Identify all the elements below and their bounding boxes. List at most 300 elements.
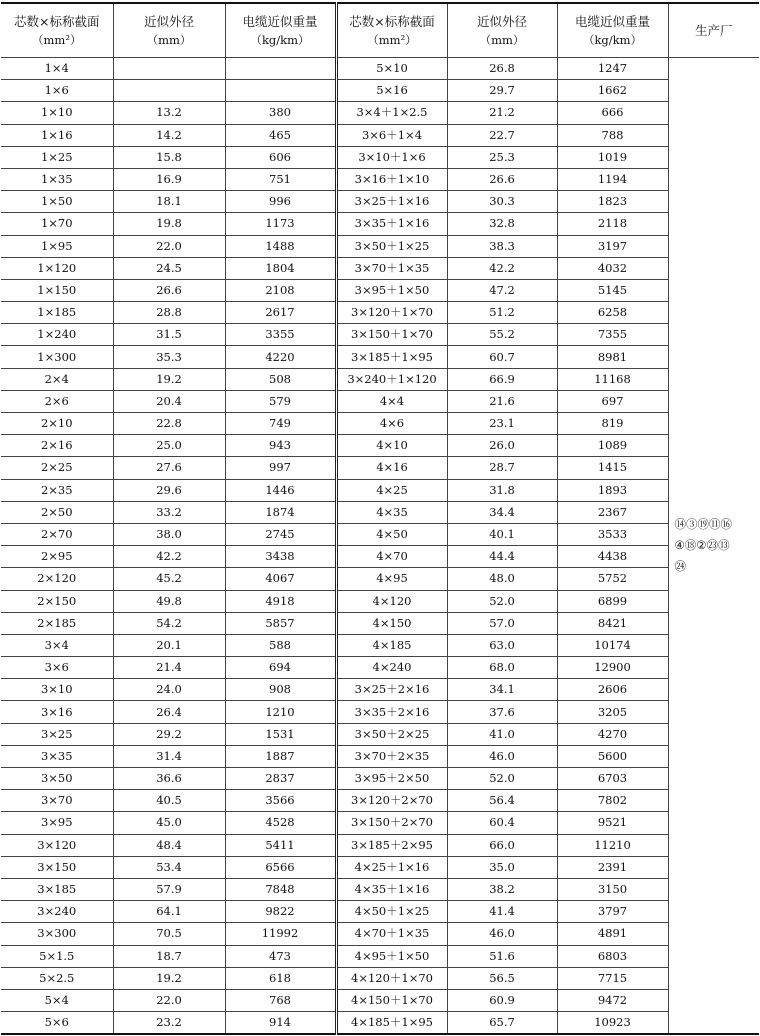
left-spec-cell: 1×95: [1, 235, 113, 257]
left-weight-cell: 694: [225, 657, 336, 679]
right-diameter-cell: 34.4: [447, 501, 557, 523]
right-diameter-cell: 66.9: [447, 368, 557, 390]
right-spec-cell: 4×185＋1×95: [336, 1012, 447, 1035]
table-row: [1, 546, 759, 568]
right-diameter-cell: 68.0: [447, 657, 557, 679]
right-weight-cell: 5752: [557, 568, 668, 590]
right-spec-cell: 4×10: [336, 435, 447, 457]
right-weight-cell: 788: [557, 124, 668, 146]
table-row: [1, 324, 759, 346]
left-diameter-cell: 15.8: [113, 146, 225, 168]
left-weight-cell: 2617: [225, 302, 336, 324]
table-row: [1, 435, 759, 457]
left-diameter-cell: 45.2: [113, 568, 225, 590]
table-row: [1, 679, 759, 701]
header-diameter-unit: （mm）: [146, 32, 192, 47]
left-weight-cell: 4528: [225, 812, 336, 834]
left-weight-cell: 3566: [225, 790, 336, 812]
left-spec-cell: 1×70: [1, 213, 113, 235]
right-diameter-cell: 60.7: [447, 346, 557, 368]
table-row: [1, 901, 759, 923]
left-spec-cell: 1×16: [1, 124, 113, 146]
right-weight-cell: 666: [557, 102, 668, 124]
right-diameter-cell: 56.4: [447, 790, 557, 812]
right-weight-cell: 4270: [557, 723, 668, 745]
table-row: [1, 878, 759, 900]
left-weight-cell: 768: [225, 989, 336, 1011]
left-spec-cell: 2×35: [1, 479, 113, 501]
right-diameter-cell: 38.2: [447, 878, 557, 900]
right-spec-cell: 4×240: [336, 657, 447, 679]
left-spec-cell: 2×25: [1, 457, 113, 479]
right-spec-cell: 4×16: [336, 457, 447, 479]
right-diameter-cell: 30.3: [447, 191, 557, 213]
right-spec-cell: 3×35＋2×16: [336, 701, 447, 723]
left-weight-cell: 606: [225, 146, 336, 168]
header-diameter-label: 近似外径: [143, 13, 194, 29]
header-weight-label: 电缆近似重量: [242, 13, 318, 29]
right-weight-cell: 7715: [557, 967, 668, 989]
left-diameter-cell: 26.6: [113, 279, 225, 301]
left-weight-cell: [225, 80, 336, 102]
header-spec-unit: （mm²）: [367, 32, 417, 47]
left-diameter-cell: 31.4: [113, 745, 225, 767]
right-weight-cell: 6258: [557, 302, 668, 324]
table-row: [1, 790, 759, 812]
right-diameter-cell: 32.8: [447, 213, 557, 235]
right-diameter-cell: 57.0: [447, 612, 557, 634]
right-spec-cell: 4×150＋1×70: [336, 989, 447, 1011]
left-weight-cell: 1804: [225, 257, 336, 279]
left-spec-cell: 3×6: [1, 657, 113, 679]
right-diameter-cell: 38.3: [447, 235, 557, 257]
header-spec-unit: （mm²）: [32, 32, 82, 47]
left-weight-cell: 2745: [225, 523, 336, 545]
right-spec-cell: 3×4＋1×2.5: [336, 102, 447, 124]
left-weight-cell: 1173: [225, 213, 336, 235]
left-weight-cell: 5857: [225, 612, 336, 634]
left-diameter-cell: 48.4: [113, 834, 225, 856]
right-weight-cell: 1019: [557, 146, 668, 168]
right-spec-cell: 3×120＋1×70: [336, 302, 447, 324]
right-diameter-cell: 60.4: [447, 812, 557, 834]
right-spec-cell: 4×25: [336, 479, 447, 501]
left-diameter-cell: 27.6: [113, 457, 225, 479]
left-spec-cell: 2×150: [1, 590, 113, 612]
left-weight-cell: 11992: [225, 923, 336, 945]
left-weight-cell: 1210: [225, 701, 336, 723]
right-diameter-cell: 25.3: [447, 146, 557, 168]
right-spec-cell: 3×50＋2×25: [336, 723, 447, 745]
left-spec-cell: 5×6: [1, 1012, 113, 1035]
left-spec-cell: 3×4: [1, 634, 113, 656]
left-diameter-cell: 64.1: [113, 901, 225, 923]
left-spec-cell: 1×185: [1, 302, 113, 324]
right-diameter-cell: 56.5: [447, 967, 557, 989]
left-diameter-cell: 24.5: [113, 257, 225, 279]
left-weight-cell: 3355: [225, 324, 336, 346]
left-diameter-cell: 54.2: [113, 612, 225, 634]
right-spec-cell: 4×35＋1×16: [336, 878, 447, 900]
right-diameter-cell: 47.2: [447, 279, 557, 301]
left-weight-cell: 751: [225, 168, 336, 190]
left-diameter-cell: 40.5: [113, 790, 225, 812]
table-row: [1, 1012, 759, 1035]
right-weight-cell: 3150: [557, 878, 668, 900]
right-spec-cell: 3×95＋1×50: [336, 279, 447, 301]
left-diameter-cell: 45.0: [113, 812, 225, 834]
right-weight-cell: 10174: [557, 634, 668, 656]
right-diameter-cell: 63.0: [447, 634, 557, 656]
left-diameter-cell: 19.2: [113, 967, 225, 989]
right-spec-cell: 3×10＋1×6: [336, 146, 447, 168]
right-spec-cell: 3×50＋1×25: [336, 235, 447, 257]
table-row: [1, 346, 759, 368]
right-spec-cell: 3×16＋1×10: [336, 168, 447, 190]
left-diameter-cell: 14.2: [113, 124, 225, 146]
table-row: [1, 745, 759, 767]
table-row: [1, 657, 759, 679]
right-weight-cell: 4891: [557, 923, 668, 945]
table-row: [1, 368, 759, 390]
right-weight-cell: 3205: [557, 701, 668, 723]
left-diameter-cell: 38.0: [113, 523, 225, 545]
left-weight-cell: 908: [225, 679, 336, 701]
header-spec-label: 芯数×标称截面: [349, 13, 435, 29]
left-spec-cell: 1×150: [1, 279, 113, 301]
right-spec-cell: 4×120＋1×70: [336, 967, 447, 989]
header-spec-right: [336, 3, 447, 58]
right-weight-cell: 5145: [557, 279, 668, 301]
table-row: [1, 302, 759, 324]
left-spec-cell: 1×300: [1, 346, 113, 368]
left-weight-cell: 1874: [225, 501, 336, 523]
header-spec-label: 芯数×标称截面: [14, 13, 100, 29]
left-diameter-cell: 31.5: [113, 324, 225, 346]
right-weight-cell: 3197: [557, 235, 668, 257]
right-weight-cell: 7355: [557, 324, 668, 346]
right-diameter-cell: 51.6: [447, 945, 557, 967]
right-diameter-cell: 60.9: [447, 989, 557, 1011]
left-weight-cell: 996: [225, 191, 336, 213]
left-spec-cell: 5×4: [1, 989, 113, 1011]
right-diameter-cell: 44.4: [447, 546, 557, 568]
table-row: [1, 812, 759, 834]
left-diameter-cell: 16.9: [113, 168, 225, 190]
left-weight-cell: 997: [225, 457, 336, 479]
table-row: [1, 279, 759, 301]
right-weight-cell: 1194: [557, 168, 668, 190]
right-spec-cell: 3×70＋2×35: [336, 745, 447, 767]
right-spec-cell: 4×95: [336, 568, 447, 590]
table-row: [1, 856, 759, 878]
left-weight-cell: 2837: [225, 768, 336, 790]
right-weight-cell: 1089: [557, 435, 668, 457]
left-weight-cell: 7848: [225, 878, 336, 900]
left-spec-cell: 3×300: [1, 923, 113, 945]
left-diameter-cell: 42.2: [113, 546, 225, 568]
right-weight-cell: 9521: [557, 812, 668, 834]
right-weight-cell: 6899: [557, 590, 668, 612]
manufacturer-codes-cell: [668, 58, 759, 1035]
left-diameter-cell: 21.4: [113, 657, 225, 679]
right-diameter-cell: 37.6: [447, 701, 557, 723]
left-diameter-cell: 13.2: [113, 102, 225, 124]
left-diameter-cell: 22.0: [113, 235, 225, 257]
right-weight-cell: 1247: [557, 58, 668, 80]
left-diameter-cell: 57.9: [113, 878, 225, 900]
left-diameter-cell: 20.4: [113, 390, 225, 412]
left-weight-cell: 9822: [225, 901, 336, 923]
left-weight-cell: 380: [225, 102, 336, 124]
table-row: [1, 235, 759, 257]
right-weight-cell: 7802: [557, 790, 668, 812]
header-diameter-unit: （mm）: [479, 32, 525, 47]
left-diameter-cell: 18.1: [113, 191, 225, 213]
left-diameter-cell: 22.8: [113, 413, 225, 435]
left-weight-cell: 4067: [225, 568, 336, 590]
left-diameter-cell: 20.1: [113, 634, 225, 656]
left-spec-cell: 1×10: [1, 102, 113, 124]
right-weight-cell: 2391: [557, 856, 668, 878]
left-diameter-cell: 18.7: [113, 945, 225, 967]
right-diameter-cell: 51.2: [447, 302, 557, 324]
left-spec-cell: 2×95: [1, 546, 113, 568]
right-diameter-cell: 41.0: [447, 723, 557, 745]
right-diameter-cell: 31.8: [447, 479, 557, 501]
right-spec-cell: 3×240＋1×120: [336, 368, 447, 390]
left-spec-cell: 5×1.5: [1, 945, 113, 967]
header-diameter-right: [447, 3, 557, 58]
right-spec-cell: 4×150: [336, 612, 447, 634]
right-spec-cell: 4×4: [336, 390, 447, 412]
right-diameter-cell: 40.1: [447, 523, 557, 545]
right-spec-cell: 4×35: [336, 501, 447, 523]
left-spec-cell: 3×185: [1, 878, 113, 900]
table-row: [1, 590, 759, 612]
left-spec-cell: 5×2.5: [1, 967, 113, 989]
right-diameter-cell: 26.8: [447, 58, 557, 80]
manufacturer-codes-line: ㉔: [674, 559, 686, 574]
left-diameter-cell: 33.2: [113, 501, 225, 523]
left-spec-cell: 1×120: [1, 257, 113, 279]
left-diameter-cell: [113, 80, 225, 102]
right-spec-cell: 5×10: [336, 58, 447, 80]
header-weight-left: [225, 3, 336, 58]
right-weight-cell: 3797: [557, 901, 668, 923]
right-spec-cell: 3×185＋2×95: [336, 834, 447, 856]
table-row: [1, 612, 759, 634]
right-diameter-cell: 26.6: [447, 168, 557, 190]
right-weight-cell: 8981: [557, 346, 668, 368]
left-weight-cell: 6566: [225, 856, 336, 878]
right-spec-cell: 3×150＋2×70: [336, 812, 447, 834]
table-row: [1, 479, 759, 501]
left-spec-cell: 3×50: [1, 768, 113, 790]
left-weight-cell: 473: [225, 945, 336, 967]
left-weight-cell: 749: [225, 413, 336, 435]
left-weight-cell: 4220: [225, 346, 336, 368]
right-diameter-cell: 48.0: [447, 568, 557, 590]
right-weight-cell: 5600: [557, 745, 668, 767]
right-diameter-cell: 55.2: [447, 324, 557, 346]
left-weight-cell: [225, 58, 336, 80]
right-diameter-cell: 22.7: [447, 124, 557, 146]
left-spec-cell: 3×16: [1, 701, 113, 723]
left-diameter-cell: 22.0: [113, 989, 225, 1011]
left-spec-cell: 3×10: [1, 679, 113, 701]
right-weight-cell: 2118: [557, 213, 668, 235]
header-weight-right: [557, 3, 668, 58]
table-row: [1, 457, 759, 479]
table-row: [1, 213, 759, 235]
right-spec-cell: 4×25＋1×16: [336, 856, 447, 878]
right-spec-cell: 3×35＋1×16: [336, 213, 447, 235]
right-diameter-cell: 28.7: [447, 457, 557, 479]
right-weight-cell: 10923: [557, 1012, 668, 1035]
left-diameter-cell: 26.4: [113, 701, 225, 723]
left-weight-cell: 914: [225, 1012, 336, 1035]
manufacturer-codes-line: ⑭③⑲⑪⑯: [674, 517, 732, 532]
table-row: [1, 834, 759, 856]
right-diameter-cell: 29.7: [447, 80, 557, 102]
header-diameter-left: [113, 3, 225, 58]
left-spec-cell: 2×6: [1, 390, 113, 412]
right-spec-cell: 4×6: [336, 413, 447, 435]
right-diameter-cell: 46.0: [447, 923, 557, 945]
left-weight-cell: 579: [225, 390, 336, 412]
left-diameter-cell: 35.3: [113, 346, 225, 368]
table-row: [1, 768, 759, 790]
left-weight-cell: 508: [225, 368, 336, 390]
right-diameter-cell: 65.7: [447, 1012, 557, 1035]
right-diameter-cell: 52.0: [447, 768, 557, 790]
left-diameter-cell: [113, 58, 225, 80]
right-weight-cell: 1823: [557, 191, 668, 213]
table-row: [1, 723, 759, 745]
table-row: [1, 191, 759, 213]
right-diameter-cell: 21.6: [447, 390, 557, 412]
left-spec-cell: 2×70: [1, 523, 113, 545]
right-diameter-cell: 21.2: [447, 102, 557, 124]
header-diameter-label: 近似外径: [476, 13, 527, 29]
right-diameter-cell: 34.1: [447, 679, 557, 701]
left-diameter-cell: 53.4: [113, 856, 225, 878]
left-diameter-cell: 28.8: [113, 302, 225, 324]
right-spec-cell: 4×120: [336, 590, 447, 612]
table-row: [1, 989, 759, 1011]
right-diameter-cell: 66.0: [447, 834, 557, 856]
left-diameter-cell: 49.8: [113, 590, 225, 612]
header-weight-unit: （kg/km）: [582, 32, 643, 47]
left-weight-cell: 3438: [225, 546, 336, 568]
left-weight-cell: 618: [225, 967, 336, 989]
left-spec-cell: 1×240: [1, 324, 113, 346]
left-weight-cell: 1446: [225, 479, 336, 501]
right-weight-cell: 6803: [557, 945, 668, 967]
cable-spec-table: [1, 2, 759, 1035]
left-spec-cell: 1×50: [1, 191, 113, 213]
right-spec-cell: 3×70＋1×35: [336, 257, 447, 279]
left-spec-cell: 2×10: [1, 413, 113, 435]
left-weight-cell: 5411: [225, 834, 336, 856]
right-weight-cell: 3533: [557, 523, 668, 545]
left-weight-cell: 1887: [225, 745, 336, 767]
left-spec-cell: 1×35: [1, 168, 113, 190]
table-row: [1, 58, 759, 80]
right-weight-cell: 1662: [557, 80, 668, 102]
right-spec-cell: 3×150＋1×70: [336, 324, 447, 346]
right-spec-cell: 4×185: [336, 634, 447, 656]
left-weight-cell: 588: [225, 634, 336, 656]
right-weight-cell: 12900: [557, 657, 668, 679]
right-diameter-cell: 46.0: [447, 745, 557, 767]
right-diameter-cell: 26.0: [447, 435, 557, 457]
left-spec-cell: 1×6: [1, 80, 113, 102]
table-row: [1, 257, 759, 279]
right-weight-cell: 697: [557, 390, 668, 412]
right-weight-cell: 2606: [557, 679, 668, 701]
header-maker: 生产厂: [668, 3, 759, 58]
left-diameter-cell: 19.8: [113, 213, 225, 235]
right-diameter-cell: 41.4: [447, 901, 557, 923]
right-spec-cell: 3×25＋2×16: [336, 679, 447, 701]
right-diameter-cell: 23.1: [447, 413, 557, 435]
table-row: [1, 634, 759, 656]
table-row: [1, 923, 759, 945]
table-row: [1, 390, 759, 412]
left-diameter-cell: 25.0: [113, 435, 225, 457]
table-row: [1, 168, 759, 190]
left-spec-cell: 3×35: [1, 745, 113, 767]
table-row: [1, 146, 759, 168]
manufacturer-codes-line: ④⑱②㉓⑬: [674, 538, 730, 553]
table-row: [1, 102, 759, 124]
left-weight-cell: 943: [225, 435, 336, 457]
right-spec-cell: 4×50: [336, 523, 447, 545]
right-spec-cell: 3×95＋2×50: [336, 768, 447, 790]
right-weight-cell: 1415: [557, 457, 668, 479]
left-spec-cell: 3×95: [1, 812, 113, 834]
right-weight-cell: 9472: [557, 989, 668, 1011]
left-spec-cell: 3×70: [1, 790, 113, 812]
left-diameter-cell: 70.5: [113, 923, 225, 945]
right-spec-cell: 4×70＋1×35: [336, 923, 447, 945]
right-weight-cell: 11168: [557, 368, 668, 390]
left-spec-cell: 2×4: [1, 368, 113, 390]
right-weight-cell: 8421: [557, 612, 668, 634]
right-weight-cell: 11210: [557, 834, 668, 856]
right-spec-cell: 4×50＋1×25: [336, 901, 447, 923]
left-spec-cell: 2×50: [1, 501, 113, 523]
right-diameter-cell: 35.0: [447, 856, 557, 878]
table-row: [1, 80, 759, 102]
right-weight-cell: 819: [557, 413, 668, 435]
left-weight-cell: 1531: [225, 723, 336, 745]
table-row: [1, 523, 759, 545]
left-spec-cell: 2×185: [1, 612, 113, 634]
left-spec-cell: 3×120: [1, 834, 113, 856]
right-weight-cell: 4438: [557, 546, 668, 568]
right-spec-cell: 5×16: [336, 80, 447, 102]
header-row: [1, 3, 759, 58]
header-spec-left: [1, 3, 113, 58]
table-row: [1, 701, 759, 723]
left-diameter-cell: 29.6: [113, 479, 225, 501]
header-weight-label: 电缆近似重量: [574, 13, 650, 29]
left-spec-cell: 3×240: [1, 901, 113, 923]
table-row: [1, 413, 759, 435]
